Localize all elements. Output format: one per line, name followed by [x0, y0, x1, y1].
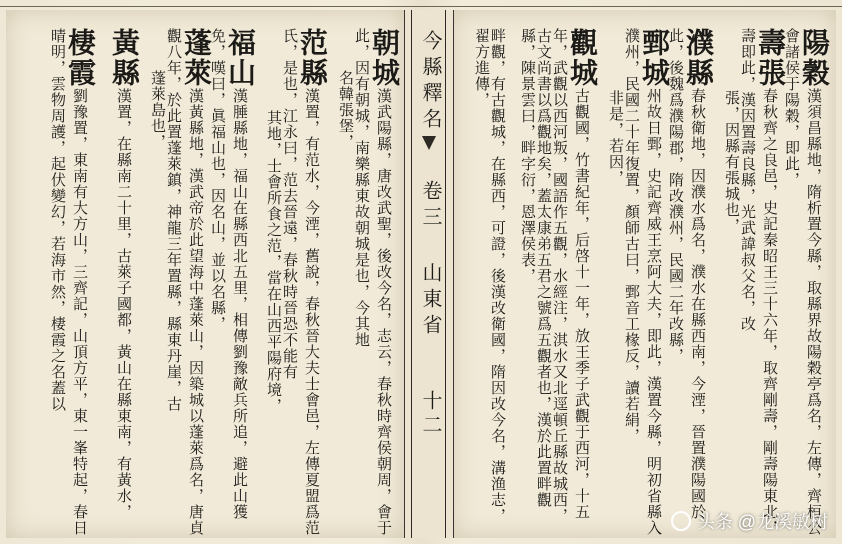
right-col-8 [474, 28, 506, 538]
page-number: 十二 [419, 390, 443, 438]
left-col-9 [49, 28, 97, 538]
left-col-5 [209, 28, 257, 538]
entry-title: 陽穀 [798, 28, 831, 88]
left-page [6, 10, 404, 538]
entry-title: 濮縣 [682, 28, 715, 88]
left-col-6 [165, 28, 213, 538]
entry-text: 古觀國，竹書紀年，后啓十一年，放王季子武觀于西河，十五年，武觀以西河叛，國語作五觀，水經注，淇水又北逕頓丘縣故城西，古文尚書以爲觀地矣，蓋太康弟五君之號爲五觀者也，漢於此置畔觀縣，陳景雲曰，畔字衍，恩澤侯表， [519, 28, 591, 524]
entry-text: 漢置，在縣南二十里，古萊子國都，黃山在縣東南，有黃水， [115, 88, 133, 520]
left-col-4 [266, 110, 282, 414]
entry-text: 漢腄縣地，福山在縣西北五里，相傳劉豫敵兵所追，避此山獲免，嘆曰，眞福山也，因名山，並以名縣， [209, 28, 249, 520]
book-title: 今縣釋名 [419, 30, 443, 134]
entry-text: 漢須昌縣地，隋析置今縣，取縣界故陽穀亭爲名，左傳，齊桓公會諸侯于陽穀，即此， [783, 28, 823, 536]
right-col-6 [608, 90, 624, 186]
entry-text: 春秋衛地，因濮水爲名，濮水在縣西南，今湮，晉置濮陽國於此，後魏爲濮陽郡，隋改濮州，民國二年改縣， [667, 28, 707, 520]
left-col-8 [108, 28, 141, 520]
left-col-7 [150, 70, 166, 150]
entry-title: 范縣 [296, 28, 329, 88]
entry-title: 黃縣 [108, 28, 141, 88]
right-col-7 [519, 28, 599, 538]
entry-text: 漢武陽縣，唐改武聖，後改今名，志云，春秋時齊侯朝周，會于此，因有朝城，南樂縣東故朝城是也，今其地 [353, 28, 393, 536]
entry-text: 春秋齊之良邑，史記秦昭王三十六年，取齊剛壽，剛壽陽東北，壽即此，漢因置壽良縣，光武諱叔父名，改 [739, 28, 779, 536]
right-page [452, 10, 836, 538]
volume-label: 卷三 山東省 [419, 180, 443, 340]
right-col-1 [783, 28, 831, 538]
left-col-2 [338, 70, 354, 150]
entry-title: 棲霞 [64, 28, 97, 88]
watermark [671, 508, 828, 534]
entry-title: 觀城 [566, 28, 599, 88]
right-col-2 [739, 28, 787, 538]
top-rule [0, 6, 842, 7]
platform-logo-icon [671, 511, 691, 531]
left-col-1 [353, 28, 401, 538]
entry-text: 畔觀，有古觀城，在縣西，可證，後漢改衛國，隋因改今名，溝渔志，翟方進傳， [473, 28, 507, 524]
entry-text: 名韓張堡， [337, 70, 355, 150]
watermark-text: 头条 @龙溪敏树 [696, 512, 828, 532]
right-col-4 [667, 28, 715, 538]
entry-title: 鄄城 [638, 28, 671, 88]
entry-text: 漢置，有范水，今湮，舊說，春秋晉大夫士會邑，左傳夏盟爲范氏，是也，江永曰，范去晉遠，春秋時晉恐不能有 [281, 28, 321, 536]
entry-text: 非是，若因， [607, 90, 625, 186]
entry-text: 劉豫置，東南有大方山，三齊記，山頂方平，東一峯特起，春日晴明，雲物周護，起伏變幻，若海市然，棲霞之名蓋以 [49, 28, 89, 536]
entry-text: 張，因縣有張城也， [723, 90, 741, 234]
entry-text: 其地，士會所食之范，當在山西平陽府境， [265, 110, 283, 414]
fish-tail-mark-icon [422, 136, 436, 150]
center-gutter [404, 10, 454, 538]
entry-title: 蓬萊 [180, 28, 213, 88]
entry-title: 壽張 [754, 28, 787, 88]
entry-text: 蓬萊島也， [149, 70, 167, 150]
entry-title: 朝城 [368, 28, 401, 88]
left-col-3 [281, 28, 329, 538]
entry-text: 漢黃縣地，漢武帝於此望海中蓬萊山，因築城以蓬萊爲名，唐貞觀八年，於此置蓬萊鎮，神龍三年置縣，縣東丹崖，古 [165, 28, 205, 536]
right-col-3 [724, 90, 740, 234]
right-col-5 [623, 28, 671, 538]
entry-text: 州故日鄄，史記齊威王烹阿大夫，即此，漢置今縣，明初省縣入濮州，民國二十年復置，顏師古曰，鄄音工椽反，讀若絹， [623, 28, 663, 536]
entry-title: 福山 [224, 28, 257, 88]
